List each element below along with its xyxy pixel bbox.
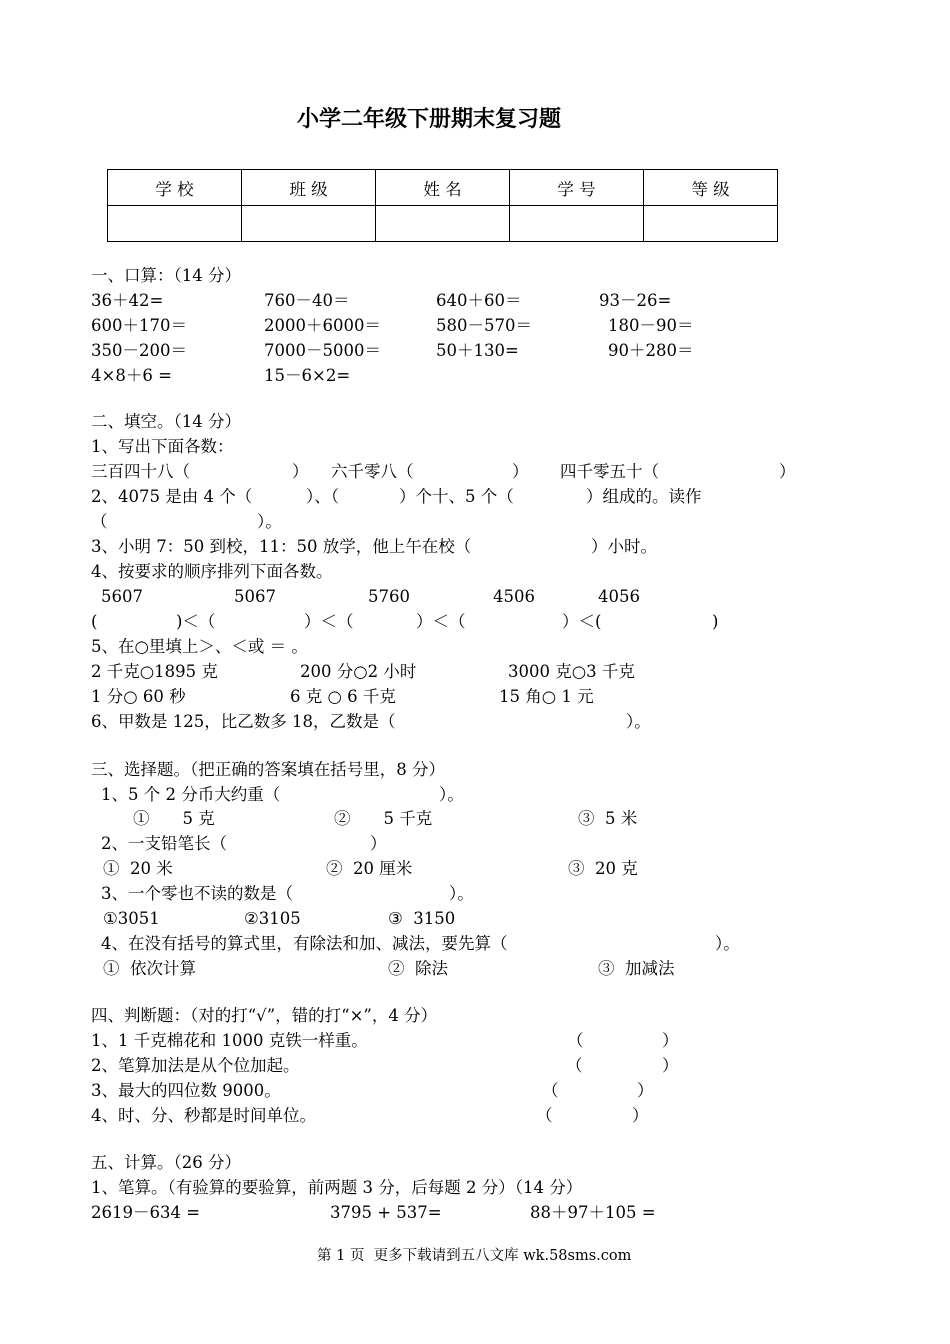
- choice-q4-option-2: ② 除法: [388, 959, 448, 978]
- fill-q1-part-b: 六千零八（: [331, 462, 414, 481]
- fill-q4-blank-3: ）＜（: [304, 612, 354, 631]
- calc-3: 88＋97＋105 =: [530, 1203, 656, 1222]
- arith-3-2: 7000－5000＝: [264, 341, 381, 360]
- arith-1-4: 93－26=: [599, 291, 672, 310]
- arith-3-1: 350－200＝: [91, 341, 187, 360]
- judge-item-1: 1、1 千克棉花和 1000 克铁一样重。: [91, 1031, 368, 1050]
- judge-item-2: 2、笔算加法是从个位加起。: [91, 1056, 300, 1075]
- judge-item-4: 4、时、分、秒都是时间单位。: [91, 1106, 316, 1125]
- school-cell[interactable]: [108, 206, 242, 242]
- choice-q1-part-b: ）。: [439, 785, 464, 804]
- fill-q5-a-2: 200 分○2 小时: [300, 662, 417, 681]
- section-5-heading: 五、计算。（26 分）: [91, 1153, 241, 1172]
- arith-1-2: 760－40＝: [264, 291, 350, 310]
- fill-q4-num-4: 4506: [493, 587, 535, 606]
- calc-1: 2619－634 =: [91, 1203, 201, 1222]
- fill-q1-part-a: 三百四十八（: [91, 462, 190, 481]
- choice-q1-option-3: ③ 5 米: [578, 809, 638, 828]
- arith-2-2: 2000＋6000＝: [264, 316, 381, 335]
- section-2-heading: 二、填空。（14 分）: [91, 412, 241, 431]
- choice-q3-part-a: 3、一个零也不读的数是（: [101, 884, 293, 903]
- info-blank-row: [108, 206, 778, 242]
- fill-q2-read-close: ）。: [257, 512, 282, 531]
- fill-q4-blank-5: ）＜(: [562, 612, 602, 631]
- choice-q1-option-2: ② 5 千克: [334, 809, 433, 828]
- choice-q2-part-b: ）: [370, 834, 387, 853]
- arith-4-2: 15－6×2=: [264, 366, 351, 385]
- fill-q4-blank-2: )＜（: [176, 612, 216, 631]
- judge-item-3-close: ）: [637, 1081, 654, 1100]
- calc-2: 3795 + 537=: [330, 1203, 442, 1222]
- fill-q5-a-1: 2 千克○1895 克: [91, 662, 218, 681]
- choice-q1-part-a: 1、5 个 2 分币大约重（: [101, 785, 281, 804]
- arith-1-3: 640＋60＝: [436, 291, 522, 310]
- choice-q4-part-b: ）。: [715, 934, 740, 953]
- choice-q3-option-1: ①3051: [103, 909, 160, 928]
- fill-q1-part-c-close: ）: [779, 462, 796, 481]
- fill-q4-blank-4: ）＜（: [416, 612, 466, 631]
- fill-q1-part-a-close: ）: [292, 462, 309, 481]
- fill-q1-part-b-close: ）: [512, 462, 529, 481]
- arith-2-1: 600＋170＝: [91, 316, 187, 335]
- header-school: 学 校: [108, 170, 242, 206]
- fill-q6-part-b: ）。: [626, 712, 651, 731]
- fill-q4-num-2: 5067: [234, 587, 276, 606]
- judge-item-3-open: （: [542, 1081, 559, 1100]
- fill-q4: 4、按要求的顺序排列下面各数。: [91, 562, 333, 581]
- fill-q3-part-b: ）小时。: [591, 537, 657, 556]
- choice-q2-option-2: ② 20 厘米: [326, 859, 413, 878]
- fill-q6-part-a: 6、甲数是 125，比乙数多 18，乙数是（: [91, 712, 396, 731]
- arith-2-3: 580－570＝: [436, 316, 532, 335]
- choice-q4-option-1: ① 依次计算: [103, 959, 196, 978]
- choice-q1-option-1: ① 5 克: [133, 809, 215, 828]
- page-title: 小学二年级下册期末复习题: [297, 106, 562, 132]
- header-name: 姓 名: [376, 170, 510, 206]
- grade-cell[interactable]: [644, 206, 778, 242]
- choice-q4-option-3: ③ 加减法: [598, 959, 675, 978]
- fill-q3-part-a: 3、小明 7：50 到校，11：50 放学，他上午在校（: [91, 537, 472, 556]
- choice-q2-option-1: ① 20 米: [103, 859, 173, 878]
- name-cell[interactable]: [376, 206, 510, 242]
- section-4-heading: 四、判断题：（对的打“√”，错的打“×”，4 分）: [91, 1006, 438, 1025]
- choice-q3-option-2: ②3105: [244, 909, 301, 928]
- choice-q3-part-b: ）。: [449, 884, 474, 903]
- choice-q3-option-3: ③ 3150: [388, 909, 456, 928]
- judge-item-1-close: ）: [662, 1031, 679, 1050]
- arith-2-4: 180－90＝: [608, 316, 694, 335]
- judge-item-2-open: （: [566, 1056, 583, 1075]
- fill-q5-b-1: 1 分○ 60 秒: [91, 687, 186, 706]
- judge-item-1-open: （: [567, 1031, 584, 1050]
- fill-q2-part-a: 2、4075 是由 4 个（: [91, 487, 253, 506]
- section-1-heading: 一、口算：（14 分）: [91, 266, 241, 285]
- judge-item-4-close: ）: [632, 1106, 649, 1125]
- choice-q2-option-3: ③ 20 克: [568, 859, 638, 878]
- arith-4-1: 4×8＋6 =: [91, 366, 172, 385]
- fill-q4-blank-1: (: [91, 612, 98, 631]
- fill-q4-num-5: 4056: [598, 587, 640, 606]
- arith-3-4: 90＋280＝: [608, 341, 694, 360]
- arith-3-3: 50＋130=: [436, 341, 519, 360]
- fill-q5-a-3: 3000 克○3 千克: [508, 662, 635, 681]
- header-class: 班 级: [242, 170, 376, 206]
- class-cell[interactable]: [242, 206, 376, 242]
- choice-q2-part-a: 2、一支铅笔长（: [101, 834, 227, 853]
- judge-item-4-open: （: [536, 1106, 553, 1125]
- fill-q2-part-b: ）、（: [306, 487, 339, 506]
- student-number-cell[interactable]: [510, 206, 644, 242]
- fill-q2-part-c: ）个十、5 个（: [399, 487, 514, 506]
- judge-item-2-close: ）: [662, 1056, 679, 1075]
- fill-q1: 1、写出下面各数：: [91, 437, 234, 456]
- info-header-row: [108, 170, 778, 206]
- fill-q5-b-3: 15 角○ 1 元: [499, 687, 594, 706]
- fill-q2-part-d: ）组成的。读作: [586, 487, 702, 506]
- arith-1-1: 36＋42=: [91, 291, 164, 310]
- fill-q1-part-c: 四千零五十（: [560, 462, 659, 481]
- page-footer: 第 1 页 更多下载请到五八文库 wk.58sms.com: [317, 1248, 632, 1264]
- header-grade: 等 级: [644, 170, 778, 206]
- student-info-table: [107, 169, 778, 242]
- choice-q4-part-a: 4、在没有括号的算式里，有除法和加、减法，要先算（: [101, 934, 508, 953]
- fill-q5: 5、在○里填上＞、＜或 ＝ 。: [91, 637, 308, 656]
- header-student-number: 学 号: [510, 170, 644, 206]
- fill-q4-blank-6: ): [712, 612, 719, 631]
- fill-q4-num-3: 5760: [368, 587, 410, 606]
- fill-q4-num-1: 5607: [101, 587, 143, 606]
- fill-q5-b-2: 6 克 ○ 6 千克: [290, 687, 396, 706]
- section-3-heading: 三、选择题。（把正确的答案填在括号里，8 分）: [91, 760, 445, 779]
- fill-q2-read-open: （: [91, 512, 108, 531]
- judge-item-3: 3、最大的四位数 9000。: [91, 1081, 281, 1100]
- calc-q1: 1、笔算。（有验算的要验算，前两题 3 分，后每题 2 分）（14 分）: [91, 1178, 583, 1197]
